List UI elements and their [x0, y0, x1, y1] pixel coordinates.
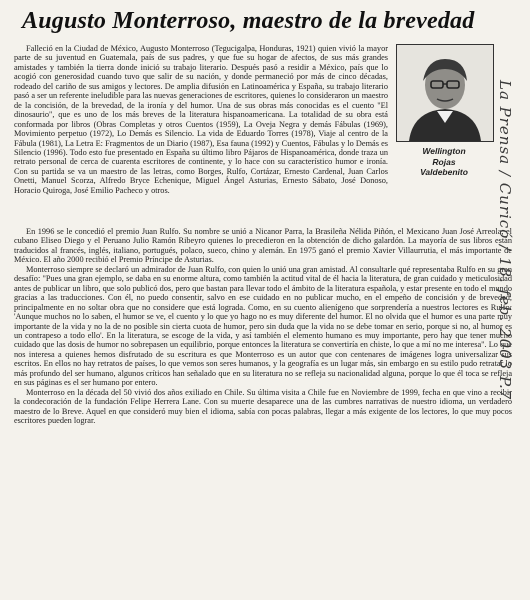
margin-note-text: La Prensa / Curicó / 18. feb. 2003 P.7 — [496, 80, 514, 401]
article-paragraph: Falleció en la Ciudad de México, Augusto Monterroso (Tegucigalpa, Honduras, 1921) quien vivió la mayor parte de su juventud en Guatemala, país de sus padres, y que fue su hogar de afectos, de sus más grandes amistades y también la tierra donde inició su trabajo literario. Después pasó a residir a México, país que lo acogió con generosidad cuando tuvo que salir de su nación, y donde permaneció por más de cinco décadas, rodeado del cariño de sus amigos y lectores. De amplia difusión en Latinoamérica y España, su trabajo literario pasó a ser un referente ineludible para las nuevas generaciones de escritores, quienes lo consideraron un maestro de la concisión, de la brevedad, de la ironía y del humor. Una de sus obras más conocidas es el cuento "El dinosaurio", que es uno de los más breves de la literatura hispanoamericana. La totalidad de su obra está conformada por libros (Obras Completas y otros Cuentos (1959), La Oveja Negra y demás Fábulas (1969), Movimiento perpetuo (1972), Lo Demás es Silencio. La vida de Eduardo Torres (1978), Viaje al centro de la Fábula (1981), La Letra E: Fragmentos de un Diario (1987), Esa fauna (1992) y Cuentos, Fábulas y lo Demás es Silencio (1996). Todo esto fue presentado en España su último libro Pájaros de Hispanoamérica, donde traza un retrato personal de cerca de cuarenta escritores de continente, y lo hace con su característico humor e ironía. Con su partida se va un maestro de las letras, como Borges, Rulfo, Cortázar, Ernesto Cardenal, Juan Carlos Onetti, Manuel Scorza, Alfredo Bryce Echenique, Miguel Ángel Asturias, Ernesto Sábato, José Donoso, Horacio Quiroga, José Emilio Pacheco y otros. — [14, 44, 388, 195]
article-headline: Augusto Monterroso, maestro de la brevedad — [22, 8, 475, 34]
article-paragraph: Monterroso en la década del 50 vivió dos años exiliado en Chile. Su última visita a Chile fue en Noviembre de 1999, fecha en que vino a recibir la condecoración de la fundación Felipe Herrera Lane. Con su muerte desaparece una de las cumbres narrativas de nuestro idioma, un verdadero maestro de lo Breve. Aquel en que consideró muy bien el idioma, sabía con pocas palabras, llegar a más exigente de los lectores, lo que muy pocos escritores pueden lograr. — [14, 387, 512, 426]
article-body-bottom — [14, 227, 512, 426]
article-paragraph: Monterroso siempre se declaró un admirador de Juan Rulfo, con quien lo unió una gran amistad. Al consultarle qué representaba Rulfo en su gran desafío: "Pues una gran ejemplo, se daba en su enorme altura, como también la actitud vital de él hacia la literatura, de gran cuidado y meticulosidad antes de publicar un libro, que solo publicó dos, pero que bastan para llevar todo el ámbito de la literatura española, y estar presente en todo el mundo gracias a las traducciones. Con él, no puedo consentir, salvo en ese cuidado en no publicar mucho, en el empeño de concisión y de brevedad, principalmente en no soltar obra que no considere que está lograda. Como, en su cuento alienígeno que sorprendería a nuestros lectores es Rulfo: 'Aunque muchos no lo saben, el humor se ve, el cuento y lo que yo hago no es muy diferente del humor. El no olvida que el humor es una parte muy importante de la vida y no la de no posible sin cierta cuota de humor, pero sin duda que la vida no se debe tomar en serio, porque si no, al humor es un contrapeso a todo ello'. En la literatura, se escoge de la vida, y así también el elemento humano es muy importante, pero hay que tener mucho cuidado que las dosis de humor no sobrepasen un equilibrio, porque entonces la literatura se convertiría en chiste, lo que a mí no me interesa". Lo que nos interesa a quienes hemos disfrutado de su escritura es que Monterroso es un autor que con centenares de imágenes logra universalizar sus escritos. En ellos no hay retratos de países, lo que vemos son seres humanos, y la geografía es un lugar más, sin embargo en su estilo pudo retratar lo más profundo del ser humano, algunos críticos han señalado que en su literatura no se refleja su nacionalidad alguna, porque lo que él toca se refleja en sus páginas es el ser humano por entero. — [14, 264, 512, 388]
author-portrait-image — [397, 45, 493, 141]
article-paragraph: En 1996 se le concedió el premio Juan Rulfo. Su nombre se unió a Nicanor Parra, la Brasileña Nélida Piñón, el Mexicano Juan José Arreola, el cubano Eliseo Diego y el Peruano Julio Ramón Ribeyro quienes lo precedieron en la obtención de dicho galardón. La mayoría de sus libros están traducidos al francés, inglés, italiano, portugués, polaco, sueco, chino y alemán. En 1975 ganó el premio Xavier Villaurrutia, el más importante de México. El año 2000 recibió el Premio Príncipe de Asturias. — [14, 227, 512, 265]
caption-line: Wellington — [422, 146, 466, 156]
handwritten-source-note — [480, 80, 524, 600]
photo-caption — [396, 146, 492, 178]
caption-line: Valdebenito — [420, 167, 468, 177]
article-body-top — [14, 44, 388, 195]
caption-line: Rojas — [432, 156, 456, 167]
